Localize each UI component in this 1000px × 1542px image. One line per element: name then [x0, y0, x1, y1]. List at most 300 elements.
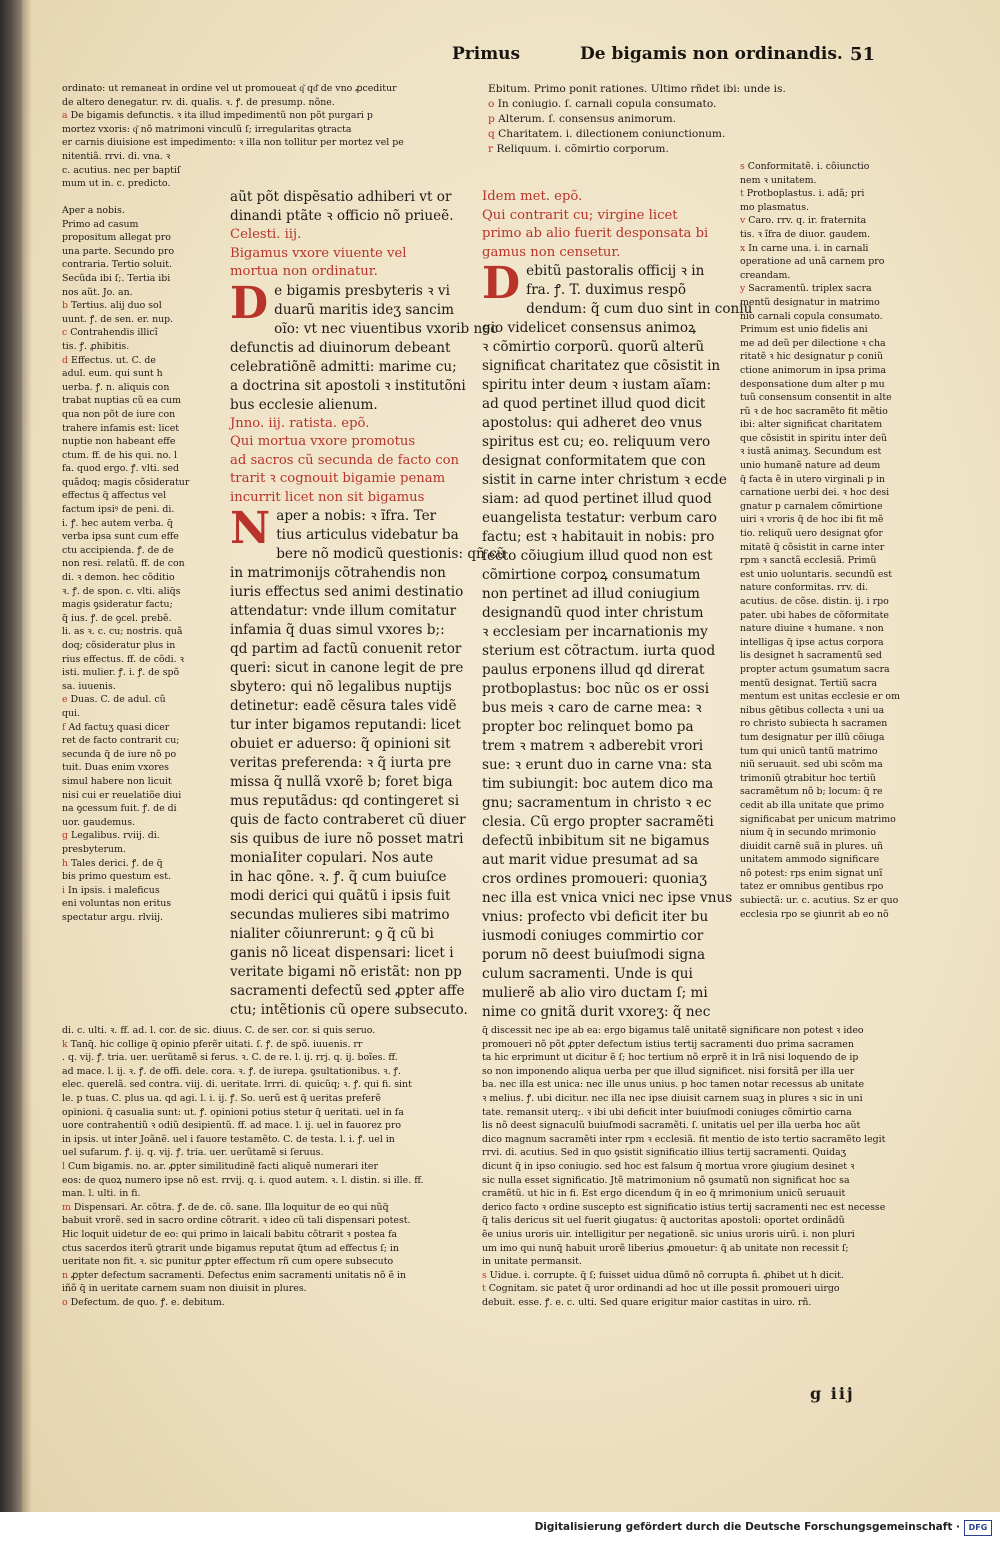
drop-initial-d2: D — [482, 258, 521, 309]
text-line: Celesti. iij. — [230, 227, 302, 242]
text-line: culum sacramenti. Unde is qui — [482, 966, 693, 982]
text-line: nio carnali copula consumato. — [740, 310, 883, 322]
text-line: Hic loquit uidetur de eo: qui primo in laicali babitu cõtrarit ꝛ postea fa — [62, 1228, 398, 1240]
text-line: tio. reliquũ uero designat ꝯfor — [740, 528, 883, 540]
drop-initial-n: N — [230, 503, 271, 554]
gloss-reference-letter: e — [62, 694, 71, 706]
gloss-reference-letter: f — [62, 721, 69, 733]
text-line: Secũda ibi ſ;. Tertia ibi — [62, 272, 171, 284]
text-line: t Cognitam. sic patet q̃ uror ordinandi ad hoc ut ille possit promoueri uirgo — [482, 1283, 840, 1295]
text-line: eos: de quoꝝ numero ipse nõ est. rrvij. q. i. quod autem. ꝛ. l. distin. si ille. ff. — [62, 1174, 424, 1186]
text-line: ba. nec illa est unica: nec ille unus unius. p hoc tamen notar recessus ab unitate — [482, 1079, 865, 1091]
text-line: cros ordines promoueri: quoniaʒ — [482, 871, 707, 887]
text-line: mo plasmatus. — [740, 201, 809, 213]
text-line: creandam. — [740, 269, 791, 281]
text-line: in hac qõne. ꝛ. ꝭ. q̃ cum buiuſce — [230, 869, 447, 885]
text-line: er carnis diuisione est impedimento: ꝛ illa non tollitur per mortez vel pe — [62, 137, 404, 149]
text-line: p Alterum. ſ. consensus animorum. — [488, 113, 677, 125]
gloss-top-left — [62, 82, 467, 200]
text-line: ret de facto contrarit cu; — [62, 735, 180, 747]
text-line: nime co gnitã durit vxoreʒ: q̃ nec — [482, 1004, 711, 1020]
gloss-column-2-top — [488, 82, 868, 162]
text-line: nisi cui er reuelatiõe diui — [62, 789, 182, 801]
text-line: elec. querelã. sed contra. viij. di. ueritate. lrrri. di. quicũq; ꝛ. ꝭ. qui fi. sint — [62, 1079, 412, 1091]
text-line: in matrimonijs cõtrahendis non — [230, 565, 446, 581]
text-line: defectũ inbibitum sit ne bigamus — [482, 833, 710, 849]
folio-number: 51 — [850, 44, 876, 65]
text-line: l Cum bigamis. no. ar. ꝓpter similitudinẽ facti aliquẽ numerari iter — [62, 1160, 378, 1172]
text-line: k Tanq̃. hic collige q̃ opinio pferẽr uitati. ſ. ꝭ. de spõ. iuuenis. rr — [62, 1038, 363, 1050]
text-line: qui. — [62, 707, 81, 719]
text-line: o Defectum. de quo. ꝭ. e. debitum. — [62, 1296, 225, 1308]
gloss-reference-letter: l — [62, 1160, 68, 1172]
main-column-2 — [482, 188, 753, 1028]
gloss-reference-letter: y — [740, 283, 749, 295]
text-line: eni voluntas non eritus — [62, 898, 172, 910]
gloss-reference-letter: p — [488, 113, 499, 125]
paragraph-nuper-a-nobis — [230, 503, 506, 1020]
text-line: sa. iuuenis. — [62, 680, 116, 692]
text-line: significabat per unicum matrimo — [740, 813, 896, 825]
text-line: nature conformitas. rrv. di. — [740, 582, 869, 594]
text-line: carnatione uerbi dei. ꝛ hoc desi — [740, 487, 890, 499]
text-line: designandũ quod inter christum — [482, 605, 704, 621]
text-line: in unitate permansit. — [482, 1256, 582, 1268]
text-line: Idem met. epõ. — [482, 189, 583, 204]
gloss-reference-letter: a — [62, 110, 71, 122]
gloss-reference-letter: x — [740, 242, 749, 254]
text-line: bus meis ꝛ caro de carne mea: ꝛ — [482, 700, 702, 716]
text-line: vnius: profecto vbi deficit iter bu — [482, 909, 709, 925]
text-line: acutius. de cõse. distin. ij. i rpo — [740, 596, 889, 607]
text-line: babuit vrorẽ. sed in sacro ordine cõtrarit. ꝛ ideo cũ tali dispensari potest. — [62, 1215, 411, 1227]
text-line: uor. gaudemus. — [62, 816, 135, 828]
text-line: q̃ discessit nec ipe ab ea: ergo bigamus talẽ unitatẽ significare non potest ꝛ ideo — [482, 1025, 864, 1036]
text-line: magis ꝯsideratur factu; — [62, 599, 173, 611]
gloss-reference-letter: k — [62, 1038, 71, 1050]
text-line: Bigamus vxore viuente vel — [230, 245, 407, 261]
text-line: doq; cõsideratur plus in — [62, 640, 176, 651]
text-line: gio videlicet consensus animoꝝ — [482, 320, 696, 336]
text-line: queri: sicut in canone legit de pre — [230, 660, 464, 676]
text-line: nitentiã. rrvi. di. vna. ꝛ — [62, 150, 171, 162]
text-line: ꝛ iustã animaʒ. Secundum est — [740, 446, 882, 458]
gloss-reference-letter: q — [488, 128, 499, 140]
text-line: b Tertius. alij duo sol — [62, 300, 162, 312]
text-line: uel sufarum. ꝭ. ij. q. vij. ꝭ. tria. uer. uerũtamẽ si ſeruus. — [62, 1147, 324, 1159]
text-line: nium q̃ in secundo mrimonio — [740, 827, 876, 839]
text-line: aut marit vidue presumat ad sa — [482, 852, 699, 868]
text-line: Primo ad casum — [62, 218, 139, 230]
text-line: ecclesia rpo se ꝯiunrit ab eo nõ — [740, 908, 889, 920]
text-line: ꝛ melius. ꝭ. ubi dicitur. nec illa nec ipse diuisit carnem suaʒ in plures ꝛ sic in uni — [482, 1092, 863, 1104]
text-line: uunt. ꝭ. de sen. er. nup. — [62, 313, 174, 325]
text-line: obuiet er aduerso: q̃ opinioni sit — [230, 736, 451, 752]
text-line: ordinato: ut remaneat in ordine vel ut promoueat q͂ qd͂ de vno ꝓceditur — [62, 83, 397, 94]
text-line: secundas mulieres sibi matrimo — [230, 907, 450, 923]
text-line: q̃ ius. ꝭ. de ꝯcel. prebẽ. — [62, 612, 172, 624]
text-line: moniaIiter copulari. Nos aute — [230, 850, 434, 866]
text-line: duarũ maritis ideʒ sancim — [274, 301, 455, 318]
gloss-reference-letter: o — [62, 1296, 71, 1308]
dfg-logo-icon: DFG — [964, 1520, 992, 1536]
gloss-reference-letter: v — [740, 215, 749, 227]
text-line: ta hic erprimunt ut dicitur ẽ ſ; hoc tertium nõ erprẽ it in lrã nisi loquendo de ip — [482, 1052, 859, 1064]
text-line: attendatur: vnde illum comitatur — [230, 603, 457, 619]
text-line: lis nõ deest signaculũ buiuſmodi sacramẽti. ſ. unitatis uel per illa uerba hoc aũt — [482, 1120, 861, 1132]
text-line: desponsatione dum alter p mu — [740, 378, 885, 390]
text-line: est unio uoluntaris. secundũ est — [740, 568, 893, 580]
text-line: tuit. Duas enim vxores — [62, 762, 169, 774]
text-line: nature diuine ꝛ humane. ꝛ non — [740, 623, 884, 635]
text-line: ueritate non fit. ꝛ. sic punitur ꝓpter effectum rñ cum opere subsecuto — [62, 1256, 394, 1268]
gloss-reference-letter: h — [62, 857, 72, 869]
text-line: trabat nuptias cũ ea cum — [62, 395, 181, 407]
text-line: sis quibus de iure nõ posset matri — [230, 831, 464, 847]
text-line: primo ab alio fuerit desponsata bi — [482, 226, 709, 241]
text-line: s Conformitatẽ. i. cõiunctio — [740, 161, 870, 172]
text-line: ctum. ff. de his qui. no. l — [62, 449, 178, 461]
text-line: di. ꝛ demon. hec cõditio — [62, 572, 175, 584]
text-line: cedit ab illa unitate que primo — [740, 799, 884, 811]
text-line: cõmirtione corpoꝝ consumatum — [482, 567, 701, 583]
gloss-reference-letter: i — [62, 884, 68, 896]
text-line: Jnno. iij. ratista. epõ. — [230, 415, 370, 431]
gloss-reference-letter: t — [740, 188, 747, 200]
text-line: ctu; intẽtionis cũ opere subsecuto. — [230, 1002, 468, 1018]
text-line: um imo qui nunq̃ habuit urorẽ liberius ꝓmouetur: q̃ ab unitate non recessit ſ; — [482, 1242, 849, 1254]
text-line: non pertinet ad illud coniugium — [482, 586, 700, 602]
text-line: opinioni. q̃ casualia sunt: ut. ꝭ. opinioni potius stetur q̃ ueritati. uel in fa — [62, 1106, 404, 1118]
text-line: uerba. ꝭ. n. aliquis con — [62, 381, 170, 393]
text-line: unitatem ammodo significare — [740, 854, 880, 866]
text-line: v Caro. rrv. q. ir. fraternita — [740, 215, 867, 227]
text-line: fa. quod ergo. ꝭ. vlti. sed — [62, 463, 179, 475]
text-line: di. c. ulti. ꝛ. ff. ad. l. cor. de sic. diuus. C. de ser. cor. si quis seruo. — [62, 1025, 376, 1036]
text-line: spectatur argu. rlviij. — [62, 911, 163, 923]
gloss-reference-letter: s — [740, 161, 748, 172]
text-line: gnatur p carnalem cõmirtione — [740, 500, 883, 512]
main-column-1 — [230, 188, 506, 1028]
text-line: ctione animorum in ipsa prima — [740, 364, 887, 376]
text-line: r Reliquum. i. cõmirtio corporum. — [488, 143, 669, 155]
text-line: h Tales derici. ꝭ. de q̃ — [62, 857, 163, 869]
text-line: dico magnum sacramẽti inter rpm ꝛ ecclesiã. fit mentio de isto tertio sacramẽto legit — [482, 1133, 886, 1145]
text-line: detinetur: eadẽ cẽsura tales vidẽ — [230, 698, 457, 714]
gloss-reference-letter: n — [62, 1269, 72, 1281]
text-line: veritate bigami nõ eristãt: non pp — [230, 964, 462, 980]
gloss-right-column — [740, 160, 918, 1030]
text-line: sue: ꝛ erunt duo in carne vna: sta — [482, 757, 712, 773]
text-line: apostolus: qui adheret deo vnus — [482, 415, 703, 431]
text-line: adul. eum. qui sunt h — [62, 368, 163, 380]
text-line: ebitũ pastoralis officij ꝛ in — [526, 263, 705, 279]
paragraph-debitum — [482, 258, 753, 1022]
text-line: oĩo: vt nec viuentibus vxorib nec — [274, 320, 498, 337]
running-head-left: Primus — [452, 44, 521, 64]
text-line: m Dispensari. Ar. cõtra. ꝭ. de de. cõ. sane. Illa loquitur de eo qui nũq̃ — [62, 1201, 389, 1213]
text-line: spiritus est cu; eo. reliquum vero — [482, 434, 711, 450]
text-line: bis primo questum est. — [62, 871, 171, 883]
text-line: tum qui unicũ tantũ matrimo — [740, 745, 878, 757]
text-line: diuidit carnẽ suã in plures. uñ — [740, 840, 884, 852]
text-line: clesia. Cũ ergo propter sacramẽti — [482, 814, 714, 830]
text-line: fecto cõiugium illud quod non est — [482, 548, 713, 564]
text-line: ẽe unius uroris uir. intelligitur per negationẽ. sic unius uroris uirũ. i. non pluri — [482, 1228, 855, 1240]
text-line: effectus q̃ affectus vel — [62, 490, 167, 502]
text-line: sacramenti defectũ sed ꝓpter affe — [230, 983, 465, 999]
text-line: debuit. esse. ꝭ. e. c. ulti. Sed quare erigitur maior castitas in uiro. rñ. — [482, 1296, 812, 1308]
text-line: iuris effectus sed animi destinatio — [230, 584, 464, 600]
text-line: tate. remansit uterq;. ꝛ ibi ubi deficit inter buiuſmodi coniuges cõmirtio carna — [482, 1106, 852, 1118]
text-line: trarit ꝛ cognouit bigamie penam — [230, 471, 446, 486]
text-line: Qui mortua vxore promotus — [230, 434, 416, 449]
running-head — [430, 44, 950, 74]
text-line: promoueri nõ põt ꝓpter defectum istius tertij sacramenti duo prima sacramen — [482, 1038, 854, 1050]
text-line: aũt põt dispẽsatio adhiberi vt or — [230, 189, 452, 205]
text-line: ꝛ cõmirtio corporũ. quorũ alterũ — [482, 339, 705, 355]
text-line: mentũ designat. Tertiũ sacra — [740, 677, 878, 689]
gloss-reference-letter: d — [62, 354, 71, 366]
text-line: me ad deũ per dilectione ꝛ cha — [740, 337, 886, 349]
text-line: protboplastus: boc nũc os er ossi — [482, 681, 710, 697]
text-line: designat conformitatem que con — [482, 453, 706, 469]
text-line: que cõsistit in spiritu inter deũ — [740, 432, 888, 444]
text-line: missa q̃ nullã vxorẽ b; foret biga — [230, 774, 453, 790]
gloss-reference-letter: s — [482, 1269, 490, 1281]
text-line: propter boc relinquet bomo pa — [482, 719, 694, 735]
text-line: qua non põt de iure con — [62, 408, 176, 420]
text-line: iñõ q̃ in ueritate carnem suam non diuisit in plures. — [62, 1283, 307, 1295]
text-line: presbyterum. — [62, 843, 126, 855]
text-line: subiectã: ur. c. acutius. Sz er quo — [740, 895, 899, 907]
text-line: ad mace. l. ij. ꝛ. ꝭ. de offi. dele. cora. ꝛ. ꝭ. de iurepa. ꝯsultationibus. ꝛ. ꝭ. — [62, 1065, 401, 1077]
text-line: tatez er omnibus gentibus rpo — [740, 881, 884, 893]
gloss-reference-letter: c — [62, 327, 71, 339]
text-line: non resi. relatũ. ff. de con — [62, 558, 185, 570]
text-line: q̃ talis dericus sit uel fuerit ꝯiugatus: q̃ auctoritas apostoli: oportet ordinãdũ — [482, 1215, 845, 1227]
gloss-reference-letter: r — [488, 143, 497, 155]
text-line: n ꝓpter defectum sacramenti. Defectus enim sacramenti unitatis nõ ẽ in — [62, 1269, 407, 1281]
text-line: ctu accipienda. ꝭ. de de — [62, 544, 174, 556]
text-line: celebratiõnẽ admitti: marime cu; — [230, 358, 457, 375]
text-line: gnu; sacramentum in christo ꝛ ec — [482, 795, 712, 811]
text-line: de altero denegatur. rv. di. qualis. ꝛ. ꝭ. de presump. nõne. — [62, 96, 335, 108]
text-line: ad quod pertinet illud quod dicit — [482, 396, 706, 412]
drop-initial-d: D — [230, 277, 269, 329]
text-line: rius effectus. ff. de cõdi. ꝛ — [62, 653, 185, 665]
text-line: ad sacros cũ secunda de facto con — [230, 452, 460, 468]
text-line: paulus erponens illud qd direrat — [482, 662, 705, 678]
text-line: contraria. Tertio soluit. — [62, 259, 172, 271]
text-line: in ipsis. ut inter Joãnẽ. uel i fauore testamẽto. C. de testa. l. i. ꝭ. uel in — [62, 1133, 395, 1145]
text-line: ro christo subiecta h sacramen — [740, 718, 888, 730]
text-line: quãdoq; magis cõsideratur — [62, 476, 190, 488]
text-line: defunctis ad diuinorum debeant — [230, 339, 451, 356]
text-line: e bigamis presbyteris ꝛ vi — [274, 282, 450, 299]
text-line: mitatẽ q̃ cõsistit in carne inter — [740, 541, 885, 553]
text-line: simul habere non licuit — [62, 775, 172, 787]
text-line: ganis nõ liceat dispensari: licet i — [230, 945, 454, 961]
text-line: derico facto ꝛ ordine suscepto est significatio istius tertij sacramenti nec est necesse — [482, 1201, 886, 1213]
text-line: nialiter cõiunrerunt: ꝯ q̃ cũ bi — [230, 926, 434, 942]
text-line: porum nõ deest buiuſmodi signa — [482, 947, 706, 963]
text-line: siam: ad quod pertinet illud quod — [482, 491, 712, 507]
text-line: una parte. Secundo pro — [62, 245, 175, 257]
text-line: infamia q̃ duas simul vxores b;: — [230, 622, 445, 638]
text-line: mentũ designatur in matrimo — [740, 296, 880, 308]
text-line: rrvi. di. acutius. Sed in quo ꝯsistit significatio illius tertij sacramenti. Quidaʒ — [482, 1147, 847, 1159]
text-line: intelligas q̃ ipse actus corpora — [740, 636, 884, 648]
text-line: tum designatur per illũ cõiuga — [740, 731, 885, 743]
text-line: sacramẽtum nõ b; locum: q̃ re — [740, 786, 883, 798]
text-line: factu; est ꝛ habitauit in nobis: pro — [482, 529, 715, 545]
text-line: rũ ꝛ de hoc sacramẽto fit mẽtio — [740, 405, 888, 417]
text-line: euangelista testatur: verbum caro — [482, 510, 717, 526]
gloss-reference-letter: g — [62, 830, 71, 842]
text-line: le. p tuas. C. plus ua. qd agi. l. i. ij. ꝭ. So. uerũ est q̃ ueritas preferẽ — [62, 1092, 381, 1104]
text-line: secunda q̃ de iure nõ po — [62, 748, 177, 760]
text-line: lis designet h sacramentũ sed — [740, 650, 882, 662]
text-line: tius articulus videbatur ba — [276, 527, 459, 543]
text-line: mentum est unitas ecclesie er om — [740, 691, 900, 703]
text-line: nuptie non habeant effe — [62, 436, 176, 448]
text-line: c. acutius. nec per baptiſ — [62, 164, 181, 176]
text-line: mulierẽ ab alio viro ductam ſ; mi — [482, 985, 708, 1001]
text-line: verba ipsa sunt cum effe — [62, 531, 179, 543]
text-line: ctus sacerdos iterũ ꝯtrarit unde bigamus reputat q̃tum ad effectus ſ; in — [62, 1242, 399, 1254]
text-line: aper a nobis: ꝛ ĩfra. Ter — [276, 508, 437, 524]
text-line: x In carne una. i. in carnali — [740, 242, 869, 254]
text-line: mortez vxoris: q͂ nõ matrimoni vinculũ ſ; irregularitas ꝯtracta — [62, 123, 352, 135]
text-line: dicunt q̃ in ipso coniugio. sed hoc est falsum q̃ mortua vrore ꝯiugium desinet ꝛ — [482, 1160, 855, 1172]
text-line: na ꝯcessum fuit. ꝭ. de di — [62, 803, 177, 815]
text-line: sbytero: qui nõ legalibus nuptijs — [230, 679, 452, 695]
text-line: nem ꝛ unitatem. — [740, 174, 817, 186]
gloss-bottom-right — [482, 1024, 918, 1359]
text-line: ꝛ ecclesiam per incarnationis my — [482, 624, 708, 640]
text-line: mortua non ordinatur. — [230, 264, 378, 279]
text-line: a doctrina sit apostoli ꝛ institutõni — [230, 377, 466, 394]
text-line: Ebitum. Primo ponit rationes. Ultimo rñdet ibi: unde is. — [488, 83, 786, 95]
text-line: trimoniũ ꝯtrabitur hoc tertiũ — [740, 772, 876, 784]
text-line: nõ potest: rps enim signat unĩ — [740, 867, 883, 879]
text-line: li. as ꝛ. c. cu; nostris. quã — [62, 626, 183, 638]
text-line: dinandi ptãte ꝛ officio nõ priueẽ. — [230, 208, 454, 224]
text-line: rpm ꝛ sanctã ecclesiã. Primũ — [740, 555, 877, 567]
text-line: Aper a nobis. — [62, 205, 125, 216]
gloss-reference-letter: o — [488, 98, 498, 110]
text-line: spiritu inter deum ꝛ iustam aĩam: — [482, 377, 712, 393]
text-line: q̃ facta ẽ in utero virginali p in — [740, 473, 886, 485]
text-line: i. ꝭ. hec autem verba. q̃ — [62, 517, 173, 529]
signature-mark: g iij — [810, 1384, 855, 1403]
text-line: so non imponendo aliqua uerba per que illud significet. nisi forsitã per illa uer — [482, 1065, 855, 1077]
text-line: . q. vij. ꝭ. tria. uer. uerũtamẽ si ferus. ꝛ. C. de re. l. ij. rrj. q. ij. boĩes. ff. — [62, 1052, 398, 1064]
text-line: d Effectus. ut. C. de — [62, 354, 156, 366]
text-line: trem ꝛ matrem ꝛ adberebit vrori — [482, 738, 704, 754]
text-line: tur inter bigamos reputandi: licet — [230, 717, 461, 733]
text-line: sic nulla esset significatio. Jtẽ matrimonium nõ ꝯsumatũ non significat hoc sa — [482, 1174, 850, 1186]
text-line: modi derici qui quãtũ i ipsis fuit — [230, 888, 451, 904]
text-line: significat charitatez que cõsistit in — [482, 358, 721, 374]
text-line: mum ut in. c. predicto. — [62, 178, 171, 190]
text-line: nibus gẽtibus collecta ꝛ uni ua — [740, 704, 885, 716]
gloss-reference-letter: m — [62, 1201, 74, 1213]
text-line: quis de facto contraberet cũ diuer — [230, 812, 466, 828]
text-line: bere nõ modicũ questionis: qñ cũ — [276, 546, 506, 562]
text-line: fra. ꝭ. T. duximus respõ — [526, 282, 687, 298]
text-line: tuũ consensum consentit in alte — [740, 392, 892, 404]
gloss-bottom-left — [62, 1024, 467, 1354]
text-line: man. l. ulti. in fi. — [62, 1188, 141, 1200]
text-line: unio humanẽ nature ad deum — [740, 460, 881, 472]
text-line: q Charitatem. i. dilectionem coniunctionum. — [488, 128, 726, 140]
text-line: factum ipsiꝰ de peni. di. — [62, 504, 175, 516]
text-line: tis. ꝛ ĩfra de diuor. gaudem. — [740, 228, 871, 240]
text-line: dendum: q̃ cum duo sint in coniu — [526, 301, 753, 317]
text-line: t Protboplastus. i. adã; pri — [740, 188, 865, 200]
text-line: ibi: alter significat charitatem — [740, 419, 883, 431]
text-line: propositum allegat pro — [62, 232, 171, 244]
text-line: mus reputãdus: qd contingeret si — [230, 793, 460, 809]
text-line: Primum est unio fidelis ani — [740, 324, 868, 336]
text-line: operatione ad unã carnem pro — [740, 256, 885, 268]
text-line: bus ecclesie alienum. — [230, 396, 378, 413]
gloss-reference-letter: t — [482, 1283, 489, 1295]
text-line: f Ad factuʒ quasi dicer — [62, 721, 170, 733]
page-gutter-shadow — [22, 0, 32, 1512]
text-line: ꝛ. ꝭ. de spon. c. vlti. aliq̃s — [62, 585, 181, 597]
text-line: pater. ubi habes de cõformitate — [740, 609, 889, 621]
gloss-left-column — [62, 204, 222, 1024]
text-line: nec illa est vnica vnici nec ipse vnus — [482, 890, 733, 906]
text-line: qd partim ad factũ conuenit retor — [230, 641, 462, 657]
text-line: iusmodi coniuges commirtio cor — [482, 928, 704, 944]
text-line: Qui contrarit cu; virgine licet — [482, 207, 678, 223]
text-line: g Legalibus. rviij. di. — [62, 830, 160, 842]
text-line: sistit in carne inter christum ꝛ ecde — [482, 472, 727, 488]
text-line: niũ seruauit. sed ubi scõm ma — [740, 759, 883, 771]
text-line: o In coniugio. ſ. carnali copula consumato. — [488, 98, 717, 110]
text-line: isti. mulier. ꝭ. i. ꝭ. de spõ — [62, 667, 180, 679]
text-line: nos aũt. Jo. an. — [62, 286, 133, 298]
text-line: uore contrahentiũ ꝛ odiũ desipientũ. ff. ad mace. l. ij. uel in fauorez pro — [62, 1120, 401, 1132]
text-line: e Duas. C. de adul. cũ — [62, 694, 166, 706]
text-line: incurrit licet non sit bigamus — [230, 489, 425, 505]
funding-credit: Digitalisierung gefördert durch die Deutsche Forschungsgemeinschaft · — [534, 1521, 960, 1533]
gloss-reference-letter: b — [62, 300, 71, 312]
footer-bar — [0, 1512, 1000, 1542]
text-line: cramẽtũ. ut hic in fi. Est ergo dicendum q̃ in eo q̃ mrimonium unicũ seruauit — [482, 1188, 846, 1200]
running-head-title: De bigamis non ordinandis. — [580, 44, 843, 64]
text-line: c Contrahendis illicĩ — [62, 327, 158, 339]
text-line: ritatẽ ꝛ hic designatur p coniũ — [740, 351, 884, 363]
text-line: tis. ꝭ. ꝓhibitis. — [62, 340, 130, 352]
text-line: veritas preferenda: ꝛ q̃ iurta pre — [230, 755, 452, 771]
text-line: i In ipsis. i maleficus — [62, 884, 160, 896]
paragraph-de-bigamis — [230, 277, 498, 415]
text-line: trahere infamis est: licet — [62, 422, 180, 434]
text-line: a De bigamis defunctis. ꝛ ita illud impedimentũ non põt purgari p — [62, 110, 373, 122]
text-line: y Sacramentũ. triplex sacra — [740, 283, 872, 295]
text-line: sterium est cõtractum. iurta quod — [482, 643, 716, 659]
text-line: s Uidue. i. corrupte. q̃ ſ; fuisset uidua dũmõ nõ corrupta ñ. ꝓhibet ut h dicit. — [482, 1269, 844, 1281]
text-line: tim subiungit: boc autem dico ma — [482, 776, 714, 792]
text-line: uiri ꝛ vroris q̃ de hoc ibi fit mẽ — [740, 514, 884, 526]
text-line: gamus non censetur. — [482, 244, 621, 260]
text-line: propter actum ꝯsumatum sacra — [740, 663, 890, 675]
